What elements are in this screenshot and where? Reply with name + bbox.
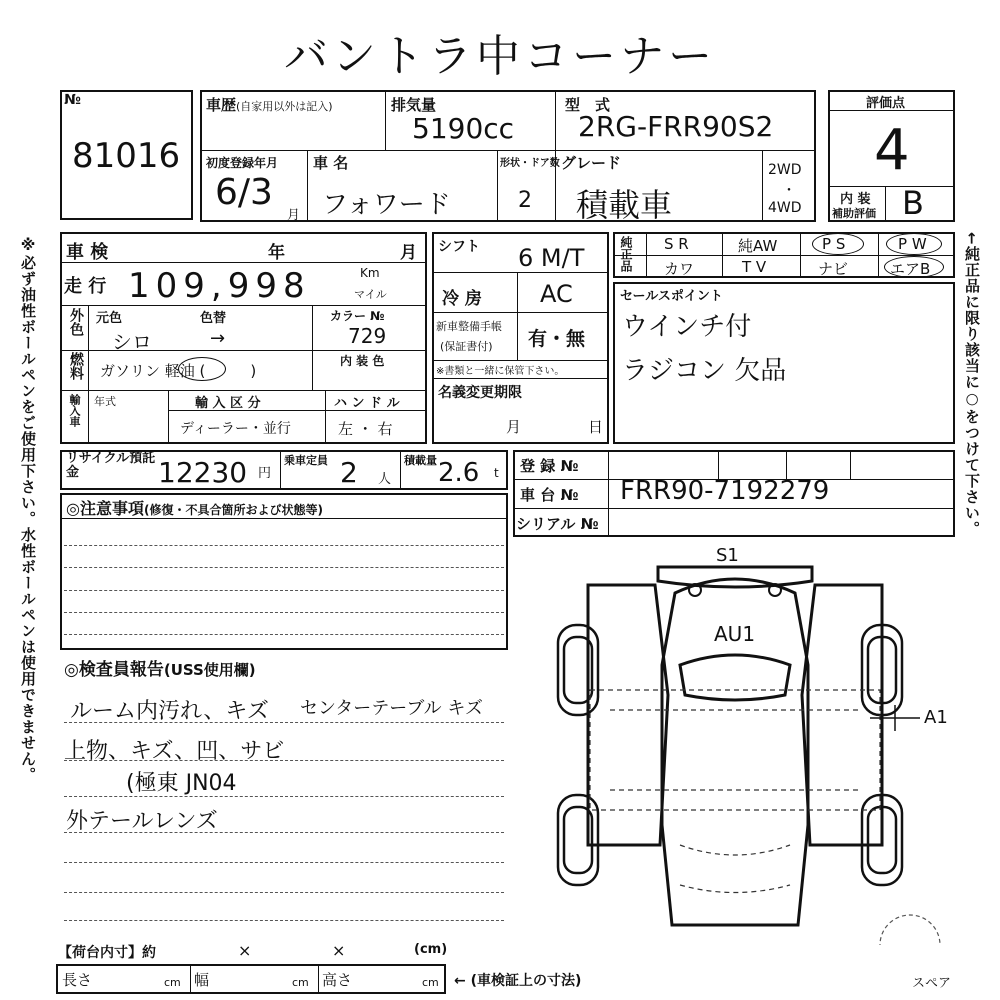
reg-no-label: 登 録 № — [520, 457, 579, 475]
cargo-x1: × — [238, 941, 252, 960]
inspector-line-4: (極東 JN04 — [126, 771, 237, 796]
cargo-height-label: 高さ — [322, 971, 353, 989]
history-label: 車歴(自家用以外は記入) — [206, 96, 333, 114]
inspector-line-5: 外テールレンズ — [66, 809, 218, 834]
drive-4wd: 4WD — [768, 200, 802, 216]
fuel-value: ガソリン 軽油 ( ) — [100, 362, 257, 380]
drive-2wd: 2WD — [768, 162, 802, 178]
rating-value: 4 — [874, 118, 910, 183]
doors-label: 形状・ドア数 — [500, 158, 560, 169]
capacity-value: 2 — [340, 456, 358, 489]
fuel-label: 燃料 — [68, 352, 84, 380]
manual-note: ※書類と一緒に保管下さい。 — [436, 366, 565, 377]
outer-color-label: 外色 — [68, 308, 84, 336]
interior-color-label: 内 装 色 — [340, 354, 385, 368]
diagram-mark-s1: S1 — [716, 545, 739, 566]
manual-sub: (保証書付) — [440, 340, 493, 353]
interior-rating-value: B — [902, 184, 924, 222]
shaken-year: 年 — [268, 243, 285, 263]
cargo-width-label: 幅 — [194, 971, 210, 989]
recycle-value: 12230 — [158, 456, 248, 489]
import-type-value: ディーラー・並行 — [180, 421, 291, 437]
diagram-mark-a1: A1 — [924, 707, 948, 728]
serial-no-label: シリアル № — [516, 515, 599, 533]
vehicle-diagram — [550, 545, 960, 945]
ps-circle — [812, 233, 864, 255]
car-name-label: 車 名 — [313, 154, 349, 172]
color-value: シロ — [112, 330, 152, 354]
manual-label: 新車整備手帳 — [436, 320, 502, 333]
import-label: 輸入車 — [68, 394, 81, 427]
load-value: 2.6 — [438, 458, 480, 488]
equip-navi: ナビ — [818, 260, 849, 278]
model-value: 2RG-FRR90S2 — [578, 110, 774, 143]
color-arrow: → — [210, 328, 226, 349]
equip-pw: P W — [898, 235, 927, 253]
airbag-circle — [884, 256, 944, 278]
cargo-row — [56, 964, 446, 994]
grade-value: 積載車 — [576, 186, 673, 224]
handle-label: ハ ン ド ル — [334, 396, 400, 411]
pw-circle — [886, 233, 942, 255]
page-title: バントラ中コーナー — [284, 31, 716, 82]
displacement-label: 排気量 — [391, 96, 437, 114]
load-label: 積載量 — [404, 454, 437, 467]
side-note-right: ←純正品に限り該当に○をつけて下さい。 — [963, 232, 981, 537]
cargo-height-cm: cm — [422, 976, 439, 989]
cargo-width-cm: cm — [292, 976, 309, 989]
recycle-label: リサイクル預託金 — [66, 451, 156, 480]
capacity-label: 乗車定員 — [284, 454, 328, 467]
equip-ps: P S — [822, 235, 846, 253]
cargo-length-cm: cm — [164, 976, 181, 989]
equipment-label: 純正品 — [619, 236, 633, 272]
aircon-value: AC — [540, 280, 573, 308]
inspector-line-2: センターテーブル キズ — [300, 698, 484, 719]
equip-aw: 純AW — [738, 237, 778, 255]
mileage-km: Km — [360, 266, 380, 280]
fuel-selected-circle — [178, 357, 226, 381]
color-code-value: 729 — [348, 324, 387, 348]
chassis-no-value: FRR90-7192279 — [620, 476, 830, 506]
notes-label: ◎注意事項(修復・不具合箇所および状態等) — [66, 499, 323, 518]
grade-label: グレード — [561, 154, 622, 172]
lot-number: 81016 — [72, 136, 181, 176]
sales-point-label: セールスポイント — [620, 289, 723, 304]
recycle-unit: 円 — [258, 466, 272, 481]
equip-tv: T V — [742, 258, 767, 276]
spare-label: スペア — [912, 976, 952, 991]
inspector-line-3: 上物、キズ、凹、サビ — [64, 739, 285, 764]
handle-value: 左 ・ 右 — [338, 420, 393, 438]
drive-dot: ・ — [782, 183, 796, 199]
rating-label: 評価点 — [866, 96, 906, 111]
equip-leather: カワ — [664, 260, 695, 278]
mileage-value: 109,998 — [128, 266, 311, 306]
sales-point-line-2: ラジコン 欠品 — [622, 356, 787, 386]
cargo-length-label: 長さ — [62, 971, 93, 989]
cargo-note: ← (車検証上の寸法) — [454, 973, 582, 989]
mileage-label: 走 行 — [64, 276, 107, 297]
first-reg-label: 初度登録年月 — [206, 156, 279, 170]
mileage-mile: マイル — [354, 288, 387, 301]
import-type-label: 輸 入 区 分 — [195, 396, 261, 411]
aircon-label: 冷 房 — [442, 289, 482, 309]
shift-value: 6 M/T — [518, 244, 585, 272]
import-year-label: 年式 — [94, 395, 116, 408]
cargo-x2: × — [332, 941, 346, 960]
equip-airbag: エアB — [890, 260, 931, 278]
color-code-label: カラー № — [330, 309, 385, 323]
shaken-month: 月 — [400, 243, 417, 263]
name-change-label: 名義変更期限 — [438, 385, 522, 401]
name-change-month: 月 — [506, 418, 522, 436]
color-change-label: 色替 — [200, 311, 227, 326]
side-note-left: ※必ず油性ボールペンをご使用下さい。水性ボールペンは使用できません。 — [19, 236, 37, 783]
manual-value: 有・無 — [528, 328, 586, 350]
original-color-label: 元色 — [96, 311, 123, 326]
shaken-label: 車 検 — [66, 242, 109, 263]
chassis-no-label: 車 台 № — [520, 486, 579, 504]
doors-value: 2 — [518, 188, 532, 213]
shift-label: シフト — [438, 239, 480, 255]
lot-mark: № — [64, 92, 81, 108]
interior-label: 内 装 — [840, 192, 871, 207]
aux-label: 補助評価 — [832, 207, 876, 220]
car-name-value: フォワード — [322, 190, 451, 220]
displacement-value: 5190cc — [412, 112, 515, 145]
cargo-unit: (cm) — [414, 942, 448, 957]
name-change-day: 日 — [588, 418, 604, 436]
inspector-line-1: ルーム内汚れ、キズ — [70, 699, 269, 724]
inspector-label: ◎検査員報告(USS使用欄) — [64, 660, 256, 680]
capacity-unit: 人 — [378, 472, 392, 487]
cargo-label: 【荷台内寸】約 — [58, 945, 156, 961]
sales-point-line-1: ウインチ付 — [622, 312, 752, 342]
model-label: 型 式 — [565, 96, 611, 114]
load-unit: t — [494, 466, 499, 480]
diagram-mark-au1: AU1 — [714, 622, 756, 646]
equip-sr: S R — [664, 235, 689, 253]
first-reg-month: 月 — [287, 208, 301, 223]
first-reg-value: 6/3 — [215, 172, 273, 213]
